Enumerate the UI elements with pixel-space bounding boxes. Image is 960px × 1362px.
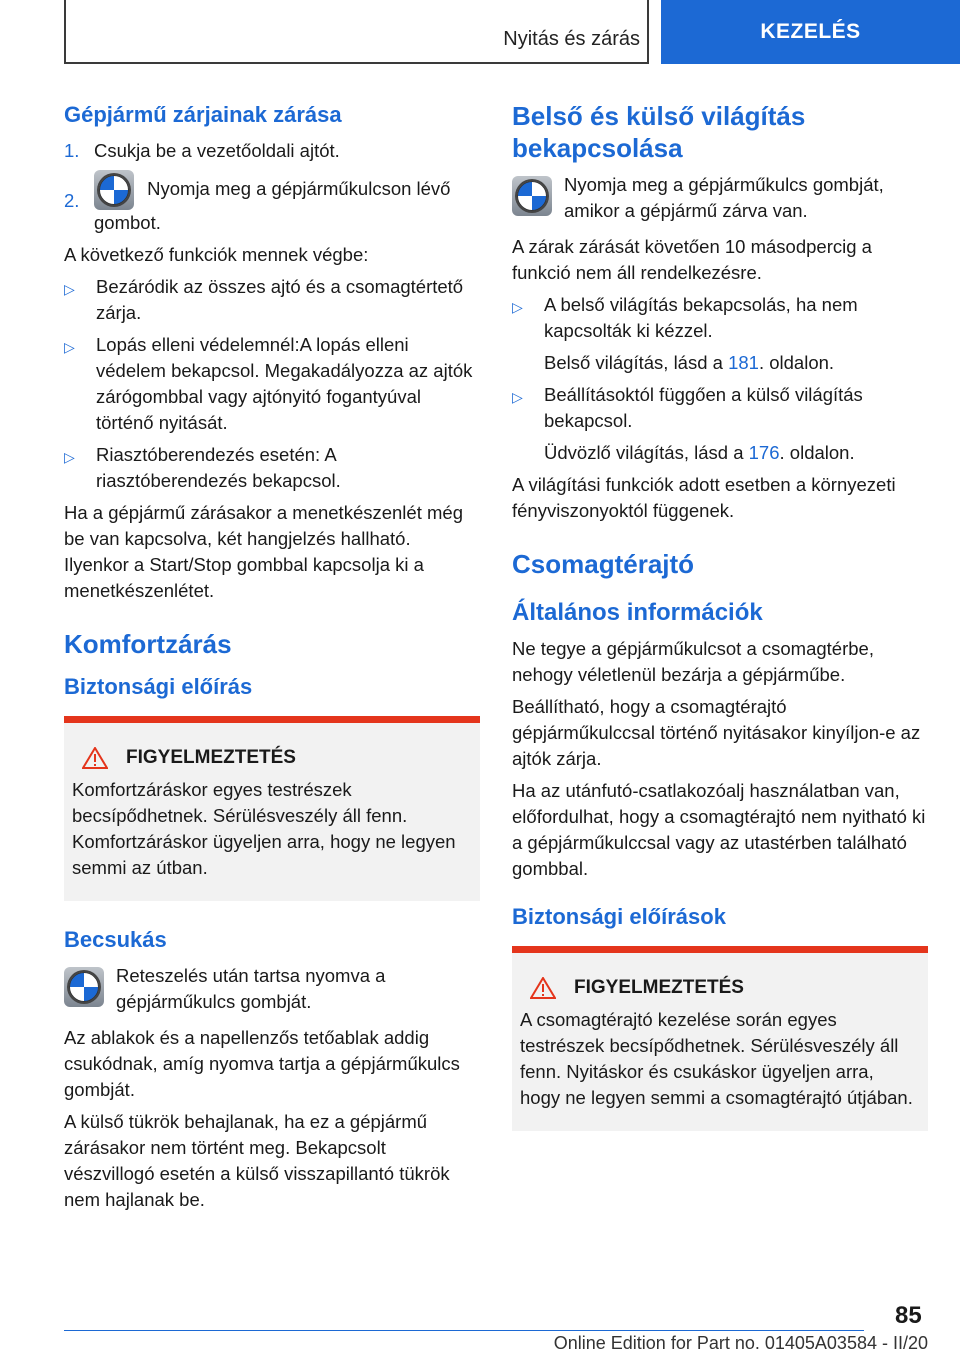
warning-label: FIGYELMEZTETÉS (126, 747, 296, 768)
paragraph: Ha az utánfutó-csatlakozóalj használatban van, előfordulhat, hogy a csomagtérajtó nem nyitható ki a gépjárműkulccsal vagy az utastérben található gombbal. (512, 780, 926, 879)
triangle-bullet-icon: ▷ (512, 299, 523, 315)
left-column (64, 100, 480, 1219)
bmw-key-icon (512, 176, 552, 216)
paragraph: Ne tegye a gépjárműkulcsot a csomagtérbe, nehogy véletlenül bezárja a gépjárműbe. (512, 638, 874, 685)
bmw-key-icon (94, 170, 134, 210)
page-link[interactable]: 176 (748, 442, 780, 463)
step-number: 1. (64, 140, 80, 161)
heading-lights: Belső és külső világítás bekapcsolása (512, 101, 806, 163)
page-link[interactable]: 181 (728, 352, 759, 373)
bmw-key-icon (64, 967, 104, 1007)
step-2 (64, 170, 480, 236)
triangle-bullet-icon: ▷ (512, 389, 523, 405)
page-number: 85 (895, 1302, 922, 1329)
warning-text: A csomagtérajtó kezelése során egyes testrészek becsípődhetnek. Sérülésveszély áll fenn. Nyitáskor és csukáskor ügyeljen arra, hogy ne legyen semmi a csomagtérajtó útjában. (520, 1009, 913, 1108)
right-column (512, 100, 928, 1155)
footer-divider (64, 1330, 864, 1331)
paragraph: A külső tükrök behajlanak, ha ez a gépjármű zárásakor nem történt meg. Bekapcsolt vészvillogó esetén a külső visszapillantó tükrök nem hajlanak be. (64, 1111, 450, 1210)
heading-general: Általános információk (512, 599, 763, 626)
paragraph: A zárak zárását követően 10 másodpercig a funkció nem áll rendelkezésre. (512, 236, 872, 283)
warning-box (512, 946, 928, 1131)
step-text: Nyomja meg a gépjárműkulcson lévő gombot. (94, 177, 451, 233)
list-item: ▷ Lopás elleni védelemnél:A lopás elleni védelem bekapcsol. Megakadályozza az ajtók zárógombbal vagy ajtónyitó fogantyúval történő nyitását. (64, 332, 480, 436)
footer-edition: Online Edition for Part no. 01405A03584 - II/20 (553, 1333, 928, 1353)
triangle-bullet-icon: ▷ (64, 449, 75, 465)
step-1 (64, 138, 480, 164)
list-item: ▷ Beállításoktól függően a külső világítás bekapcsol. (512, 382, 928, 434)
warning-label: FIGYELMEZTETÉS (574, 977, 744, 998)
list-item: ▷ Bezáródik az összes ajtó és a csomagtértető zárja. (64, 274, 480, 326)
triangle-bullet-icon: ▷ (64, 281, 75, 297)
drive-ready-note: Ha a gépjármű zárásakor a menetkészenlét még be van kapcsolva, két hangjelzés hallható. Ilyenkor a Start/Stop gombbal kapcsolja ki a menetkészenlétet. (64, 502, 463, 601)
heading-trunk: Csomagtérajtó (512, 549, 695, 579)
key-instruction: Nyomja meg a gépjárműkulcs gombját, amikor a gépjármű zárva van. (512, 172, 928, 224)
cross-reference: Üdvözlő világítás, lásd a 176. oldalon. (544, 442, 855, 463)
paragraph: Beállítható, hogy a csomagtérajtó gépjárműkulccsal történő nyitásakor kinyíljon-e az ajtók zárja. (512, 696, 921, 769)
functions-intro: A következő funkciók mennek végbe: (64, 244, 369, 265)
heading-safety: Biztonsági előírás (64, 674, 253, 699)
heading-safety: Biztonsági előírások (512, 904, 726, 929)
warning-triangle-icon (530, 977, 556, 999)
cross-reference: Belső világítás, lásd a 181. oldalon. (544, 352, 835, 373)
list-item: ▷ A belső világítás bekapcsolás, ha nem kapcsolták ki kézzel. (512, 292, 928, 344)
key-instruction: Reteszelés után tartsa nyomva a gépjárműkulcs gombját. (64, 963, 480, 1015)
section-title: Nyitás és zárás (503, 28, 640, 50)
heading-comfort: Komfortzárás (64, 629, 232, 659)
warning-box (64, 716, 480, 901)
chapter-tab[interactable]: KEZELÉS (661, 0, 960, 64)
list-item: ▷ Riasztóberendezés esetén: A riasztóberendezés bekapcsol. (64, 442, 480, 494)
step-text: Csukja be a vezetőoldali ajtót. (94, 140, 340, 161)
step-number: 2. (64, 190, 80, 211)
paragraph: Az ablakok és a napellenzős tetőablak addig csukódnak, amíg nyomva tartja a gépjárműkulcs gombját. (64, 1027, 460, 1100)
triangle-bullet-icon: ▷ (64, 339, 75, 355)
paragraph: A világítási funkciók adott esetben a környezeti fényviszonyoktól függenek. (512, 474, 896, 521)
heading-close: Becsukás (64, 927, 167, 952)
warning-triangle-icon (82, 747, 108, 769)
heading-closing: Gépjármű zárjainak zárása (64, 102, 342, 127)
warning-text: Komfortzáráskor egyes testrészek becsípődhetnek. Sérülésveszély áll fenn. Komfortzáráskor ügyeljen arra, hogy ne legyen semmi az útban. (72, 779, 456, 878)
